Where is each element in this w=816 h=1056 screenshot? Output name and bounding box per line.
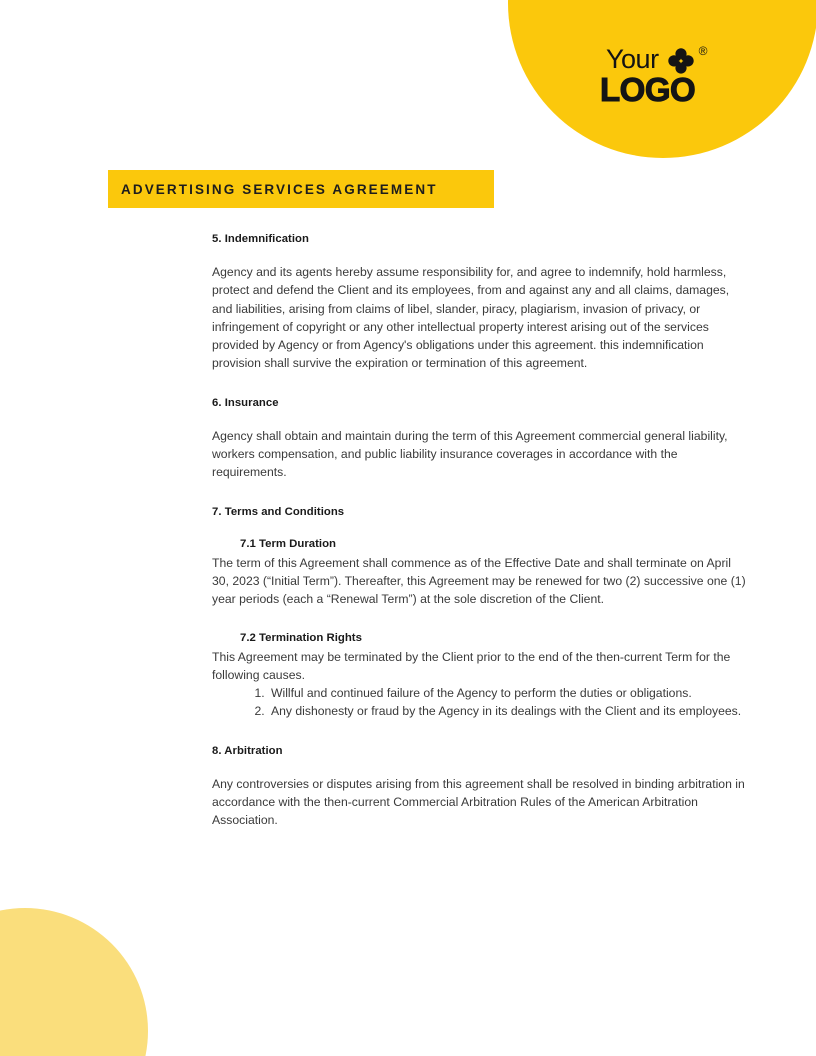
section-paragraph: Agency and its agents hereby assume responsibility for, and agree to indemnify, hold harmless, protect and defend the Client and its employees, from and against any and all claims, damages, and liabilities, arising from claims of libel, slander, piracy, plagiarism, invasion of privacy, or infringement of copyright or any other intellectual property interest arising out of the services provided by Agency or from Agency's obligations under this agreement. this indemnification provision shall survive the expiration or termination of this agreement. — [212, 265, 730, 371]
section-indemnification — [212, 231, 746, 373]
section-paragraph: Agency shall obtain and maintain during the term of this Agreement commercial general liability, workers compensation, and public liability insurance coverages in accordance with the requirements. — [212, 428, 728, 480]
termination-causes-list — [212, 684, 746, 721]
logo-word-logo: LOGO — [600, 71, 696, 108]
registered-trademark-icon: ® — [698, 44, 708, 58]
section-heading: 7. Terms and Conditions — [212, 505, 345, 518]
subsection-paragraph: The term of this Agreement shall commence as of the Effective Date and shall terminate on April 30, 2023 (“Initial Term”). Thereafter, this Agreement may be renewed for two (2) successive one (1) year periods (each a “Renewal Term”) at the sole discretion of the Client. — [212, 555, 746, 607]
subsection-paragraph: This Agreement may be terminated by the Client prior to the end of the then-current Term for the following causes. — [212, 649, 731, 682]
section-heading: 5. Indemnification — [212, 233, 309, 245]
section-terms-and-conditions — [212, 504, 746, 721]
section-insurance — [212, 395, 746, 482]
subsection-term-duration — [212, 536, 746, 609]
subsection-heading: 7.1 Term Duration — [240, 537, 336, 550]
subsection-heading: 7.2 Termination Rights — [240, 631, 362, 644]
section-paragraph: Any controversies or disputes arising from this agreement shall be resolved in binding arbitration in accordance with the then-current Commercial Arbitration Rules of the American Arbitration Association. — [212, 776, 745, 828]
list-item: 2. Any dishonesty or fraud by the Agency in its dealings with the Client and its employees. — [268, 702, 746, 720]
decorative-circle-bottom-left — [0, 908, 148, 1056]
company-logo — [600, 44, 750, 110]
logo-word-your: Your — [606, 44, 659, 74]
document-title-banner — [108, 170, 494, 208]
page-title: ADVERTISING SERVICES AGREEMENT — [121, 181, 438, 197]
section-heading: 6. Insurance — [212, 396, 279, 409]
subsection-termination-rights — [212, 630, 746, 721]
document-body — [212, 231, 746, 830]
section-arbitration — [212, 743, 746, 830]
list-item: 1. Willful and continued failure of the Agency to perform the duties or obligations. — [268, 684, 746, 702]
section-heading: 8. Arbitration — [212, 744, 283, 757]
